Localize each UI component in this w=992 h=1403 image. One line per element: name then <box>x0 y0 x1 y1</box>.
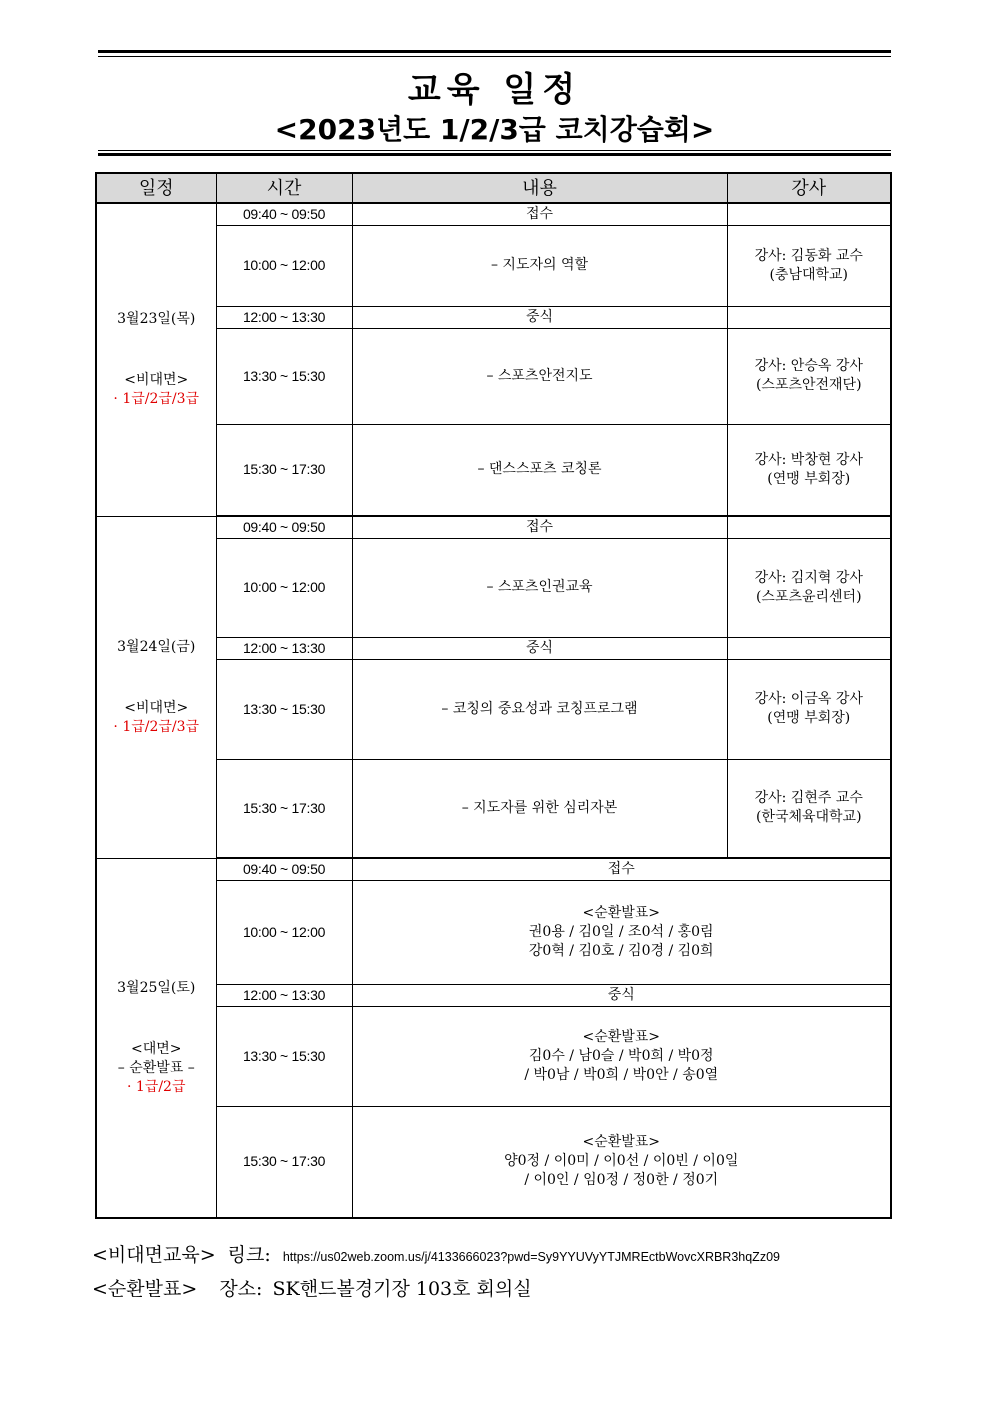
bottom-rule-thick <box>98 153 891 156</box>
lecturer-name: 강사: 이금옥 강사 <box>754 691 863 707</box>
day-cell <box>96 858 216 1218</box>
table-row <box>96 225 891 306</box>
lecturer-org: (스포츠안전재단) <box>755 377 862 393</box>
header-content: 내용 <box>352 173 727 203</box>
rotation-line: 권0용 / 김0일 / 조0석 / 홍0림 <box>528 923 714 940</box>
lecturer-org: (스포츠윤리센터) <box>755 588 862 605</box>
day-mode: <비대면> <box>124 699 189 716</box>
content-cell: – 지도자를 위한 심리자본 <box>352 759 727 858</box>
link-label: 링크: <box>227 1244 271 1266</box>
table-row <box>96 516 891 538</box>
lecturer-cell <box>727 759 891 858</box>
day-date: 3월25일(토) <box>117 979 196 996</box>
header-lecturer: 강사 <box>727 173 891 203</box>
lecturer-org: (한국체육대학교) <box>755 809 862 826</box>
table-row <box>96 759 891 858</box>
rotation-cell <box>352 880 891 984</box>
table-row <box>96 858 891 880</box>
lecturer-cell <box>727 637 891 659</box>
header-time: 시간 <box>216 173 352 203</box>
content-cell: 중식 <box>352 306 727 328</box>
rotation-heading: <순환발표> <box>582 1134 661 1151</box>
table-row <box>96 538 891 637</box>
day-date: 3월23일(목) <box>117 311 196 328</box>
lecturer-cell <box>727 225 891 306</box>
day-mode: <대면> <box>130 1040 182 1057</box>
content-cell: – 스포츠인권교육 <box>352 538 727 637</box>
time-cell: 13:30 ~ 15:30 <box>216 1006 352 1106</box>
rotation-line: 양0정 / 이0미 / 이0선 / 이0빈 / 이0일 <box>504 1153 739 1170</box>
rotation-label: <순환발표> <box>92 1278 198 1300</box>
lecturer-cell <box>727 203 891 225</box>
time-cell: 13:30 ~ 15:30 <box>216 659 352 759</box>
table-header-row <box>96 173 891 203</box>
lecturer-name: 강사: 김동화 교수 <box>754 247 863 264</box>
content-cell: 접수 <box>352 516 727 538</box>
table-row <box>96 424 891 516</box>
rotation-line: 강0혁 / 김0호 / 김0경 / 김0희 <box>528 942 714 959</box>
time-cell: 09:40 ~ 09:50 <box>216 203 352 225</box>
header-date: 일정 <box>96 173 216 203</box>
table-row <box>96 880 891 984</box>
time-cell: 10:00 ~ 12:00 <box>216 225 352 306</box>
rotation-line: / 박0남 / 박0희 / 박0안 / 송0열 <box>524 1066 719 1083</box>
content-cell: 접수 <box>352 858 891 880</box>
day-grades: · 1급/2급 <box>127 1078 186 1095</box>
table-row <box>96 659 891 759</box>
content-cell: – 댄스스포츠 코칭론 <box>352 424 727 516</box>
day-grades: · 1급/2급/3급 <box>113 391 200 408</box>
day-grades: · 1급/2급/3급 <box>113 718 200 735</box>
lecturer-org: (충남대학교) <box>769 266 849 283</box>
table-row <box>96 637 891 659</box>
table-row <box>96 1106 891 1218</box>
schedule-table <box>95 172 892 1219</box>
time-cell: 12:00 ~ 13:30 <box>216 984 352 1006</box>
lecturer-cell <box>727 328 891 424</box>
rotation-line: 김0수 / 남0슬 / 박0희 / 박0정 <box>528 1047 714 1064</box>
table-row <box>96 984 891 1006</box>
time-cell: 15:30 ~ 17:30 <box>216 1106 352 1218</box>
lecturer-org: (연맹 부회장) <box>767 710 851 726</box>
time-cell: 15:30 ~ 17:30 <box>216 424 352 516</box>
lecturer-cell <box>727 538 891 637</box>
content-cell: 접수 <box>352 203 727 225</box>
lecturer-cell <box>727 516 891 538</box>
lecturer-org: (연맹 부회장) <box>767 470 851 487</box>
time-cell: 09:40 ~ 09:50 <box>216 858 352 880</box>
content-cell: 중식 <box>352 637 727 659</box>
lecturer-cell <box>727 306 891 328</box>
content-cell: 중식 <box>352 984 891 1006</box>
table-row <box>96 203 891 225</box>
day-subtitle: – 순환발표 – <box>117 1059 195 1076</box>
content-cell: – 코칭의 중요성과 코칭프로그램 <box>352 659 727 759</box>
rotation-heading: <순환발표> <box>582 904 661 921</box>
venue-text: SK핸드볼경기장 103호 회의실 <box>272 1278 532 1300</box>
top-rule-thin <box>98 56 891 57</box>
content-cell: – 지도자의 역할 <box>352 225 727 306</box>
online-label: <비대면교육> <box>92 1244 216 1266</box>
rotation-cell <box>352 1006 891 1106</box>
table-row <box>96 328 891 424</box>
lecturer-name: 강사: 안승옥 강사 <box>754 358 863 374</box>
time-cell: 15:30 ~ 17:30 <box>216 759 352 858</box>
day-mode: <비대면> <box>124 372 189 389</box>
lecturer-name: 강사: 김지혁 강사 <box>754 569 863 586</box>
day-date: 3월24일(금) <box>117 638 196 655</box>
content-cell: – 스포츠안전지도 <box>352 328 727 424</box>
footer-rotation <box>92 1274 532 1301</box>
bottom-rule-thin <box>98 150 891 151</box>
time-cell: 10:00 ~ 12:00 <box>216 880 352 984</box>
table-row <box>96 1006 891 1106</box>
time-cell: 12:00 ~ 13:30 <box>216 306 352 328</box>
top-rule-thick <box>98 50 891 53</box>
day-cell <box>96 203 216 516</box>
day-cell <box>96 516 216 858</box>
page-subtitle: <2023년도 1/2/3급 코치강습회> <box>274 113 715 146</box>
time-cell: 09:40 ~ 09:50 <box>216 516 352 538</box>
rotation-heading: <순환발표> <box>582 1028 661 1045</box>
lecturer-cell <box>727 659 891 759</box>
time-cell: 13:30 ~ 15:30 <box>216 328 352 424</box>
rotation-cell <box>352 1106 891 1218</box>
zoom-link[interactable]: https://us02web.zoom.us/j/4133666023?pwd=Sy9YYUVyYTJMREctbWovcXRBR3hqZz09 <box>282 1250 780 1264</box>
footer-online <box>92 1240 780 1267</box>
lecturer-cell <box>727 424 891 516</box>
page-title: 교육 일정 <box>407 70 582 110</box>
lecturer-name: 강사: 김현주 교수 <box>754 790 863 807</box>
rotation-line: / 이0인 / 임0정 / 정0한 / 정0기 <box>524 1172 719 1189</box>
venue-label: 장소: <box>219 1278 263 1300</box>
table-row <box>96 306 891 328</box>
time-cell: 10:00 ~ 12:00 <box>216 538 352 637</box>
time-cell: 12:00 ~ 13:30 <box>216 637 352 659</box>
lecturer-name: 강사: 박창현 강사 <box>754 451 863 468</box>
